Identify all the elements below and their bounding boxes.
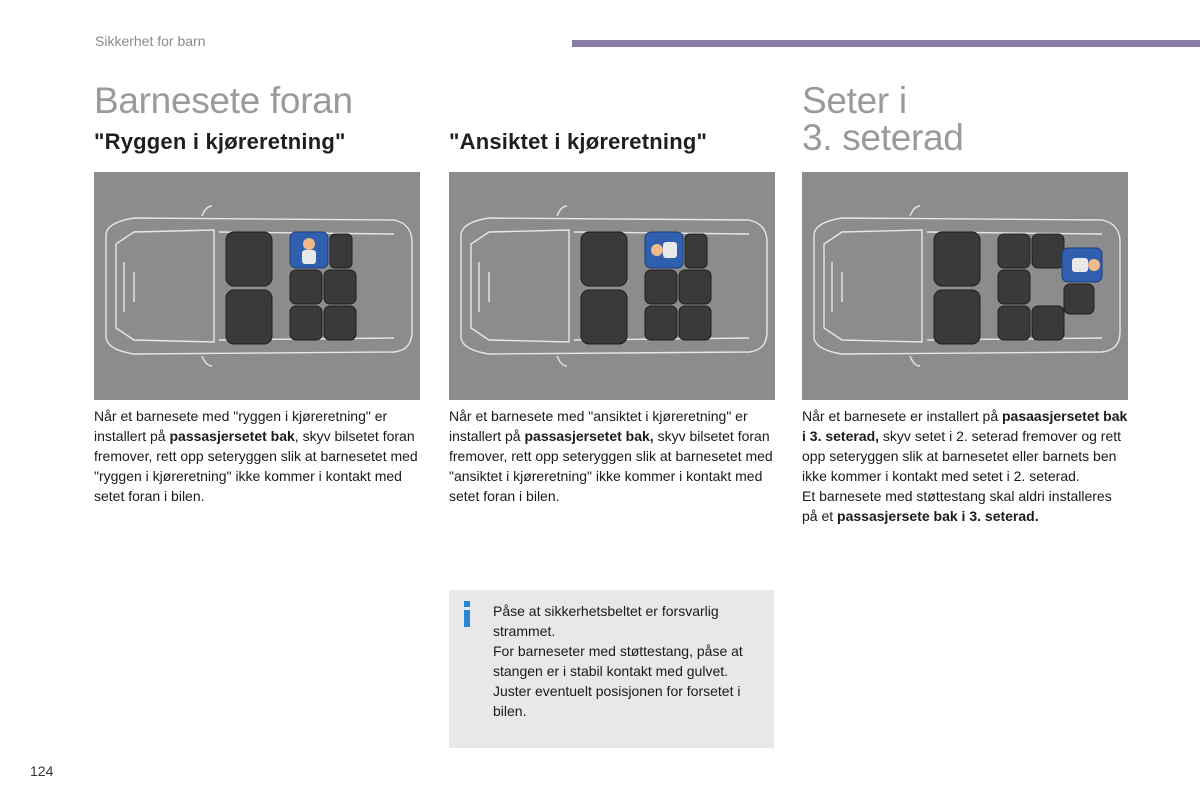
info-text [493, 601, 763, 721]
info-line-1: Påse at sikkerhetsbeltet er forsvarlig strammet. [493, 603, 719, 639]
subtitle-forward-facing: "Ansiktet i kjøreretning" [449, 129, 708, 154]
section-title-third-row: Seter i 3. seterad [802, 80, 964, 158]
car-diagram-forward-facing [449, 172, 775, 400]
instruction-rear-facing: Når et barnesete med "ryggen i kjøreretning" er installert på passasjersetet bak, skyv bilsetet foran fremover, rett opp seteryggen slik at barnesetet med "ryggen i kjøreretning" ikke kommer i kontakt med setet foran i bilen. [94, 408, 418, 504]
info-line-2: For barneseter med støttestang, påse at stangen er i stabil kontakt med gulvet. Juster eventuelt posisjonen for forsetet i bilen. [493, 643, 743, 719]
info-icon [462, 601, 472, 627]
section-label: Sikkerhet for barn [95, 33, 206, 49]
car-diagram-rear-facing [94, 172, 420, 400]
car-diagram-third-row [802, 172, 1128, 400]
header-accent-bar [572, 40, 1200, 47]
subtitle-rear-facing: "Ryggen i kjøreretning" [94, 129, 346, 154]
page-title: Barnesete foran [94, 80, 353, 121]
page-number: 124 [30, 763, 54, 779]
instruction-forward-facing: Når et barnesete med "ansiktet i kjøreretning" er installert på passasjersetet bak, skyv bilsetet foran fremover, rett opp seteryggen slik at barnesetet med "ansiktet i kjøreretning" ikke kommer i kontakt med setet foran i bilen. [449, 408, 773, 504]
instruction-third-row: Når et barnesete er installert på pasaasjersetet bak i 3. seterad, skyv setet i 2. seterad fremover og rett opp seteryggen slik at barnesetet eller barnets ben ikke kommer i kontakt med setet i 2. seterad. Et barnesete med støttestang skal aldri installeres på et passasjersete bak i 3. seterad. [802, 408, 1128, 524]
